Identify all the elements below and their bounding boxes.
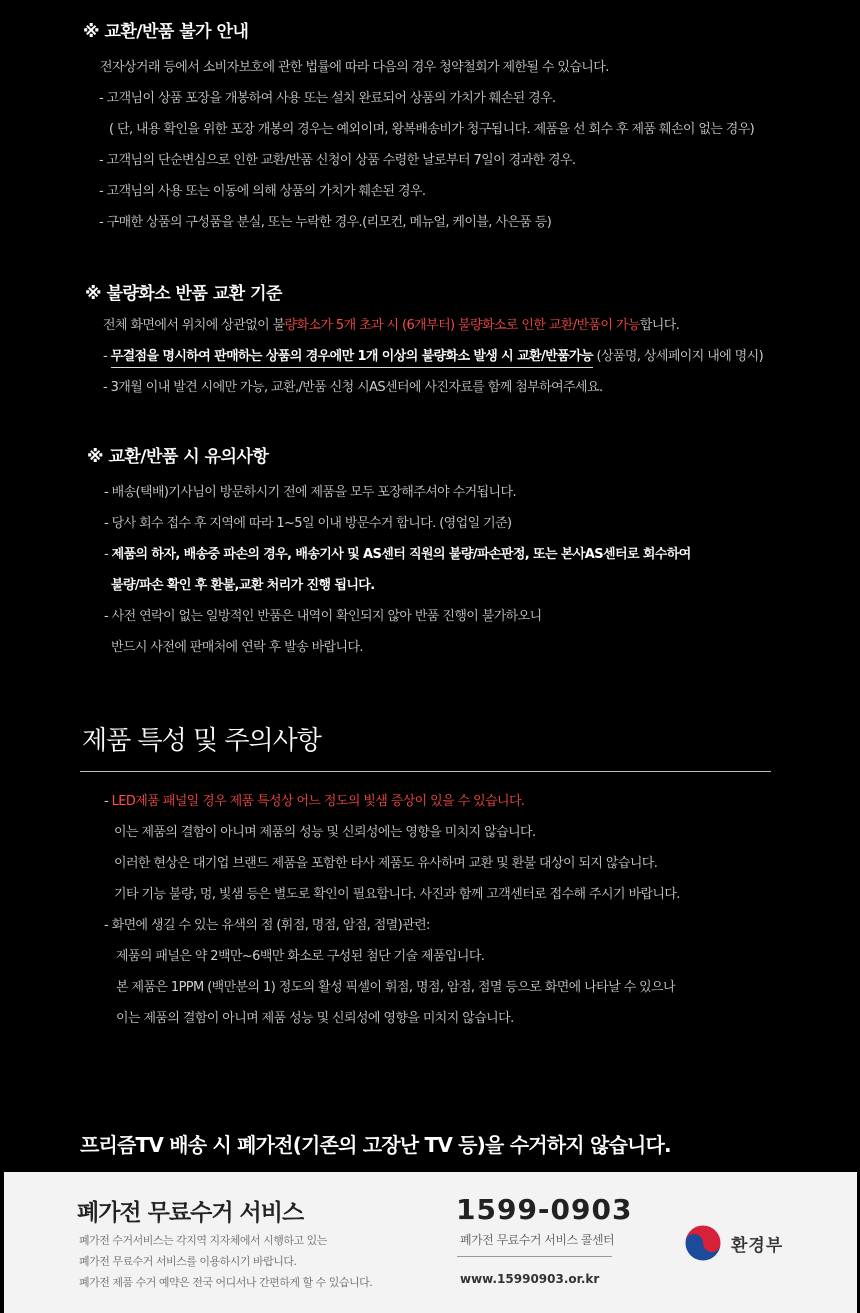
list-item (104, 543, 691, 562)
intro-highlight: 량화소가 5개 초과 시 (6개부터) 불량화소로 인한 교환/반품이 가능 (284, 318, 640, 333)
list-item: - 고객님의 단순변심으로 인한 교환/반품 신청이 상품 수령한 날로부터 7일이 경과한 경우. (99, 153, 576, 168)
call-center-phone[interactable]: 1599-0903 (456, 1193, 633, 1226)
section-title-dead-pixel: ※ 불량화소 반품 교환 기준 (85, 284, 282, 304)
call-center-label: 폐가전 무료수거 서비스 콜센터 (460, 1233, 615, 1247)
list-item: - 3개월 이내 발견 시에만 가능, 교환,/반품 신청 시AS센터에 사진자료를 함께 첨부하여주세요. (103, 380, 603, 395)
list-item (103, 345, 763, 364)
list-item-emphasis: 무결점을 명시하여 판매하는 상품의 경우에만 1개 이상의 불량화소 발생 시 교환/반품가능 (111, 349, 593, 368)
list-item: - 화면에 생길 수 있는 유색의 점 (휘점, 명점, 암점, 점멸)관련: (104, 918, 430, 933)
divider (457, 1256, 612, 1257)
panel-description: 폐가전 무료수거 서비스를 이용하시기 바랍니다. (79, 1255, 297, 1268)
intro-text: 전체 화면에서 위치에 상관없이 불 (103, 318, 285, 333)
list-item: 본 제품은 1PPM (백만분의 1) 정도의 활성 픽셀이 휘점, 명점, 암점, 점멸 등으로 화면에 나타날 수 있으나 (116, 980, 675, 995)
list-item-note: ( 단, 내용 확인을 위한 포장 개봉의 경우는 예외이며, 왕복배송비가 청구됩니다. 제품을 선 회수 후 제품 훼손이 없는 경우) (109, 122, 755, 137)
list-item-emphasis: 제품의 하자, 배송중 파손의 경우, 배송기사 및 AS센터 직원의 불량/파손판정, 또는 본사AS센터로 회수하여 (111, 547, 691, 562)
list-dash: - (104, 547, 112, 562)
panel-title: 폐가전 무료수거 서비스 (77, 1200, 304, 1226)
list-item-note: (상품명, 상세페이지 내에 명시) (592, 349, 764, 364)
intro-text: 합니다. (639, 318, 680, 333)
appliance-pickup-notice: 프리즘TV 배송 시 폐가전(기존의 고장난 TV 등)을 수거하지 않습니다. (80, 1133, 671, 1157)
list-item: - 사전 연락이 없는 일방적인 반품은 내역이 확인되지 않아 반품 진행이 불가하오니 (104, 609, 542, 624)
list-item: - 구매한 상품의 구성품을 분실, 또는 누락한 경우.(리모컨, 메뉴얼, 케이블, 사은품 등) (99, 215, 552, 230)
section-intro (103, 314, 679, 333)
list-item: - 고객님의 사용 또는 이동에 의해 상품의 가치가 훼손된 경우. (99, 184, 426, 199)
panel-description: 폐가전 제품 수거 예약은 전국 어디서나 간편하게 할 수 있습니다. (79, 1276, 373, 1289)
list-item: 이러한 현상은 대기업 브랜드 제품을 포함한 타사 제품도 유사하며 교환 및 환불 대상이 되지 않습니다. (114, 856, 658, 871)
ministry-of-environment-emblem-icon (684, 1224, 722, 1262)
service-website-link[interactable]: www.15990903.or.kr (460, 1272, 600, 1286)
divider (80, 771, 771, 772)
list-item: 반드시 사전에 판매처에 연락 후 발송 바랍니다. (111, 640, 363, 655)
page-heading-product-characteristics: 제품 특성 및 주의사항 (82, 726, 321, 756)
list-item: - 당사 회수 접수 후 지역에 따라 1~5일 이내 방문수거 합니다. (영업일 기준) (104, 516, 512, 531)
list-item-emphasis: 불량/파손 확인 후 환불,교환 처리가 진행 됩니다. (111, 578, 375, 593)
section-title-no-return: ※ 교환/반품 불가 안내 (83, 22, 249, 42)
list-dash: - (103, 349, 111, 364)
list-item: - 고객님이 상품 포장을 개봉하여 사용 또는 설치 완료되어 상품의 가치가 훼손된 경우. (99, 91, 556, 106)
list-item: - 배송(택배)기사님이 방문하시기 전에 제품을 모두 포장해주셔야 수거됩니다. (104, 485, 516, 500)
list-dash: - (104, 794, 112, 809)
ministry-name: 환경부 (731, 1236, 784, 1256)
panel-description: 폐가전 수거서비스는 각지역 지자체에서 시행하고 있는 (79, 1234, 327, 1247)
list-item (104, 790, 524, 809)
list-item: 제품의 패널은 약 2백만~6백만 화소로 구성된 첨단 기술 제품입니다. (116, 949, 485, 964)
section-title-caution: ※ 교환/반품 시 유의사항 (87, 447, 269, 467)
list-item: 이는 제품의 결함이 아니며 제품 성능 및 신뢰성에 영향을 미치지 않습니다. (116, 1011, 514, 1026)
list-item-warning: LED제품 패널일 경우 제품 특성상 어느 정도의 빛샘 증상이 있을 수 있습니다. (111, 794, 525, 809)
section-intro: 전자상거래 등에서 소비자보호에 관한 법률에 따라 다음의 경우 청약철회가 제한될 수 있습니다. (100, 60, 609, 75)
list-item: 기타 기능 불량, 멍, 빛샘 등은 별도로 확인이 필요합니다. 사진과 함께 고객센터로 접수해 주시기 바랍니다. (114, 887, 680, 902)
list-item: 이는 제품의 결함이 아니며 제품의 성능 및 신뢰성에는 영향을 미치지 않습니다. (114, 825, 536, 840)
